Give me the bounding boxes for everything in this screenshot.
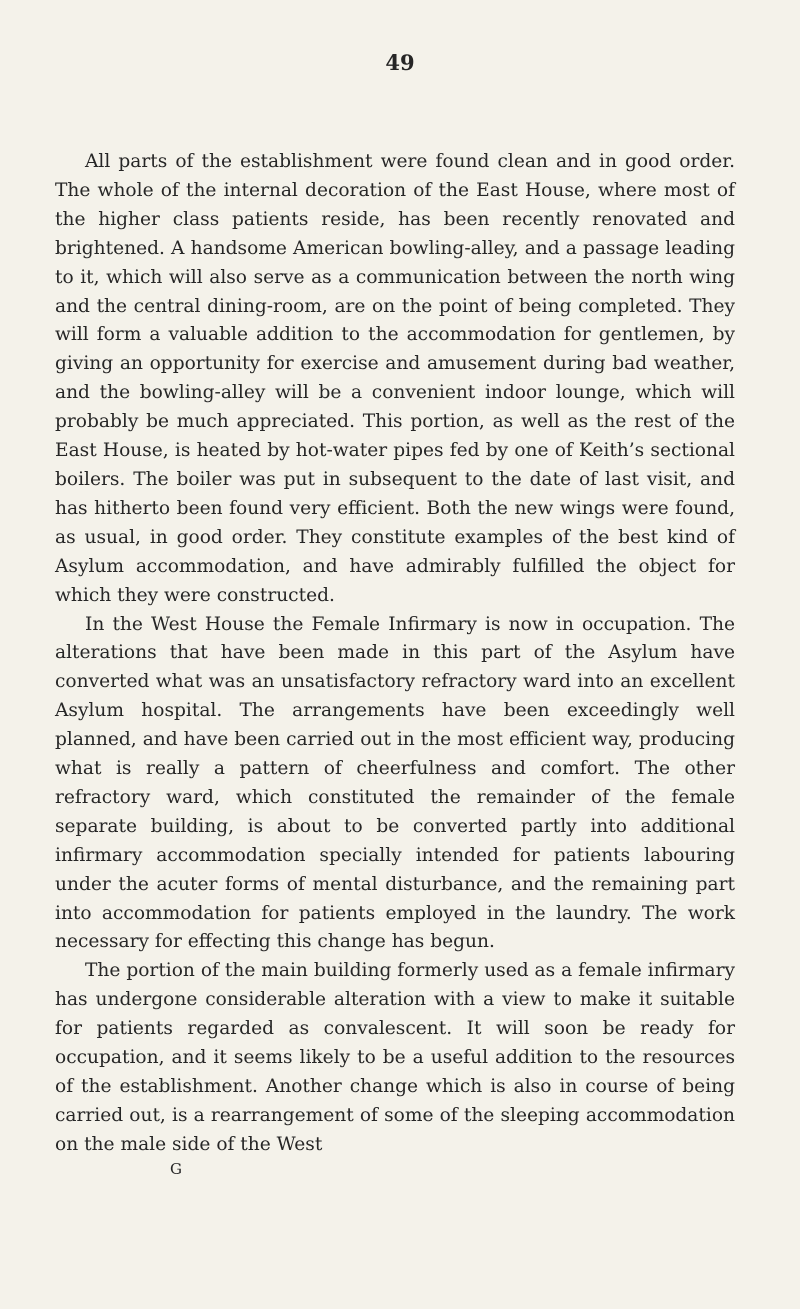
paragraph-1: All parts of the establishment were found clean and in good order. The whole of the internal decoration of the East House, where most of the higher class patients reside, has been recently renovated and brightened. A handsome American bowling-alley, and a passage leading to it, which will also serve as a communication between the north wing and the central dining-room, are on the point of being completed. They will form a valuable addition to the accommodation for gentlemen, by giving an opportunity for exercise and amusement during bad weather, and the bowling-alley will be a convenient indoor lounge, which will probably be much appreciated. This portion, as well as the rest of the East House, is heated by hot-water pipes fed by one of Keith’s sectional boilers. The boiler was put in subsequent to the date of last visit, and has hitherto been found very efficient. Both the new wings were found, as usual, in good order. They constitute examples of the best kind of Asylum accommodation, and have admirably fulfilled the object for which they were constructed. [55, 151, 735, 606]
body-text [55, 148, 735, 1160]
signature-mark: G [170, 1160, 182, 1178]
paragraph-3: The portion of the main building formerly used as a female infirmary has undergone considerable alteration with a view to make it suitable for patients regarded as convalescent. It will soon be ready for occupation, and it seems likely to be a useful addition to the resources of the establishment. Another change which is also in course of being carried out, is a rearrangement of some of the sleeping accommodation on the male side of the West [55, 960, 735, 1155]
paragraph-2: In the West House the Female Infirmary is now in occupation. The alterations that have been made in this part of the Asylum have converted what was an unsatisfactory refractory ward into an excellent Asylum hospital. The arrangements have been exceedingly well planned, and have been carried out in the most efficient way, producing what is really a pattern of cheerfulness and comfort. The other refractory ward, which constituted the remainder of the female separate building, is about to be converted partly into additional infirmary accommodation specially intended for patients labouring under the acuter forms of mental disturbance, and the remaining part into accommodation for patients employed in the laundry. The work necessary for effecting this change has begun. [55, 613, 735, 953]
page-number: 49 [385, 50, 415, 75]
